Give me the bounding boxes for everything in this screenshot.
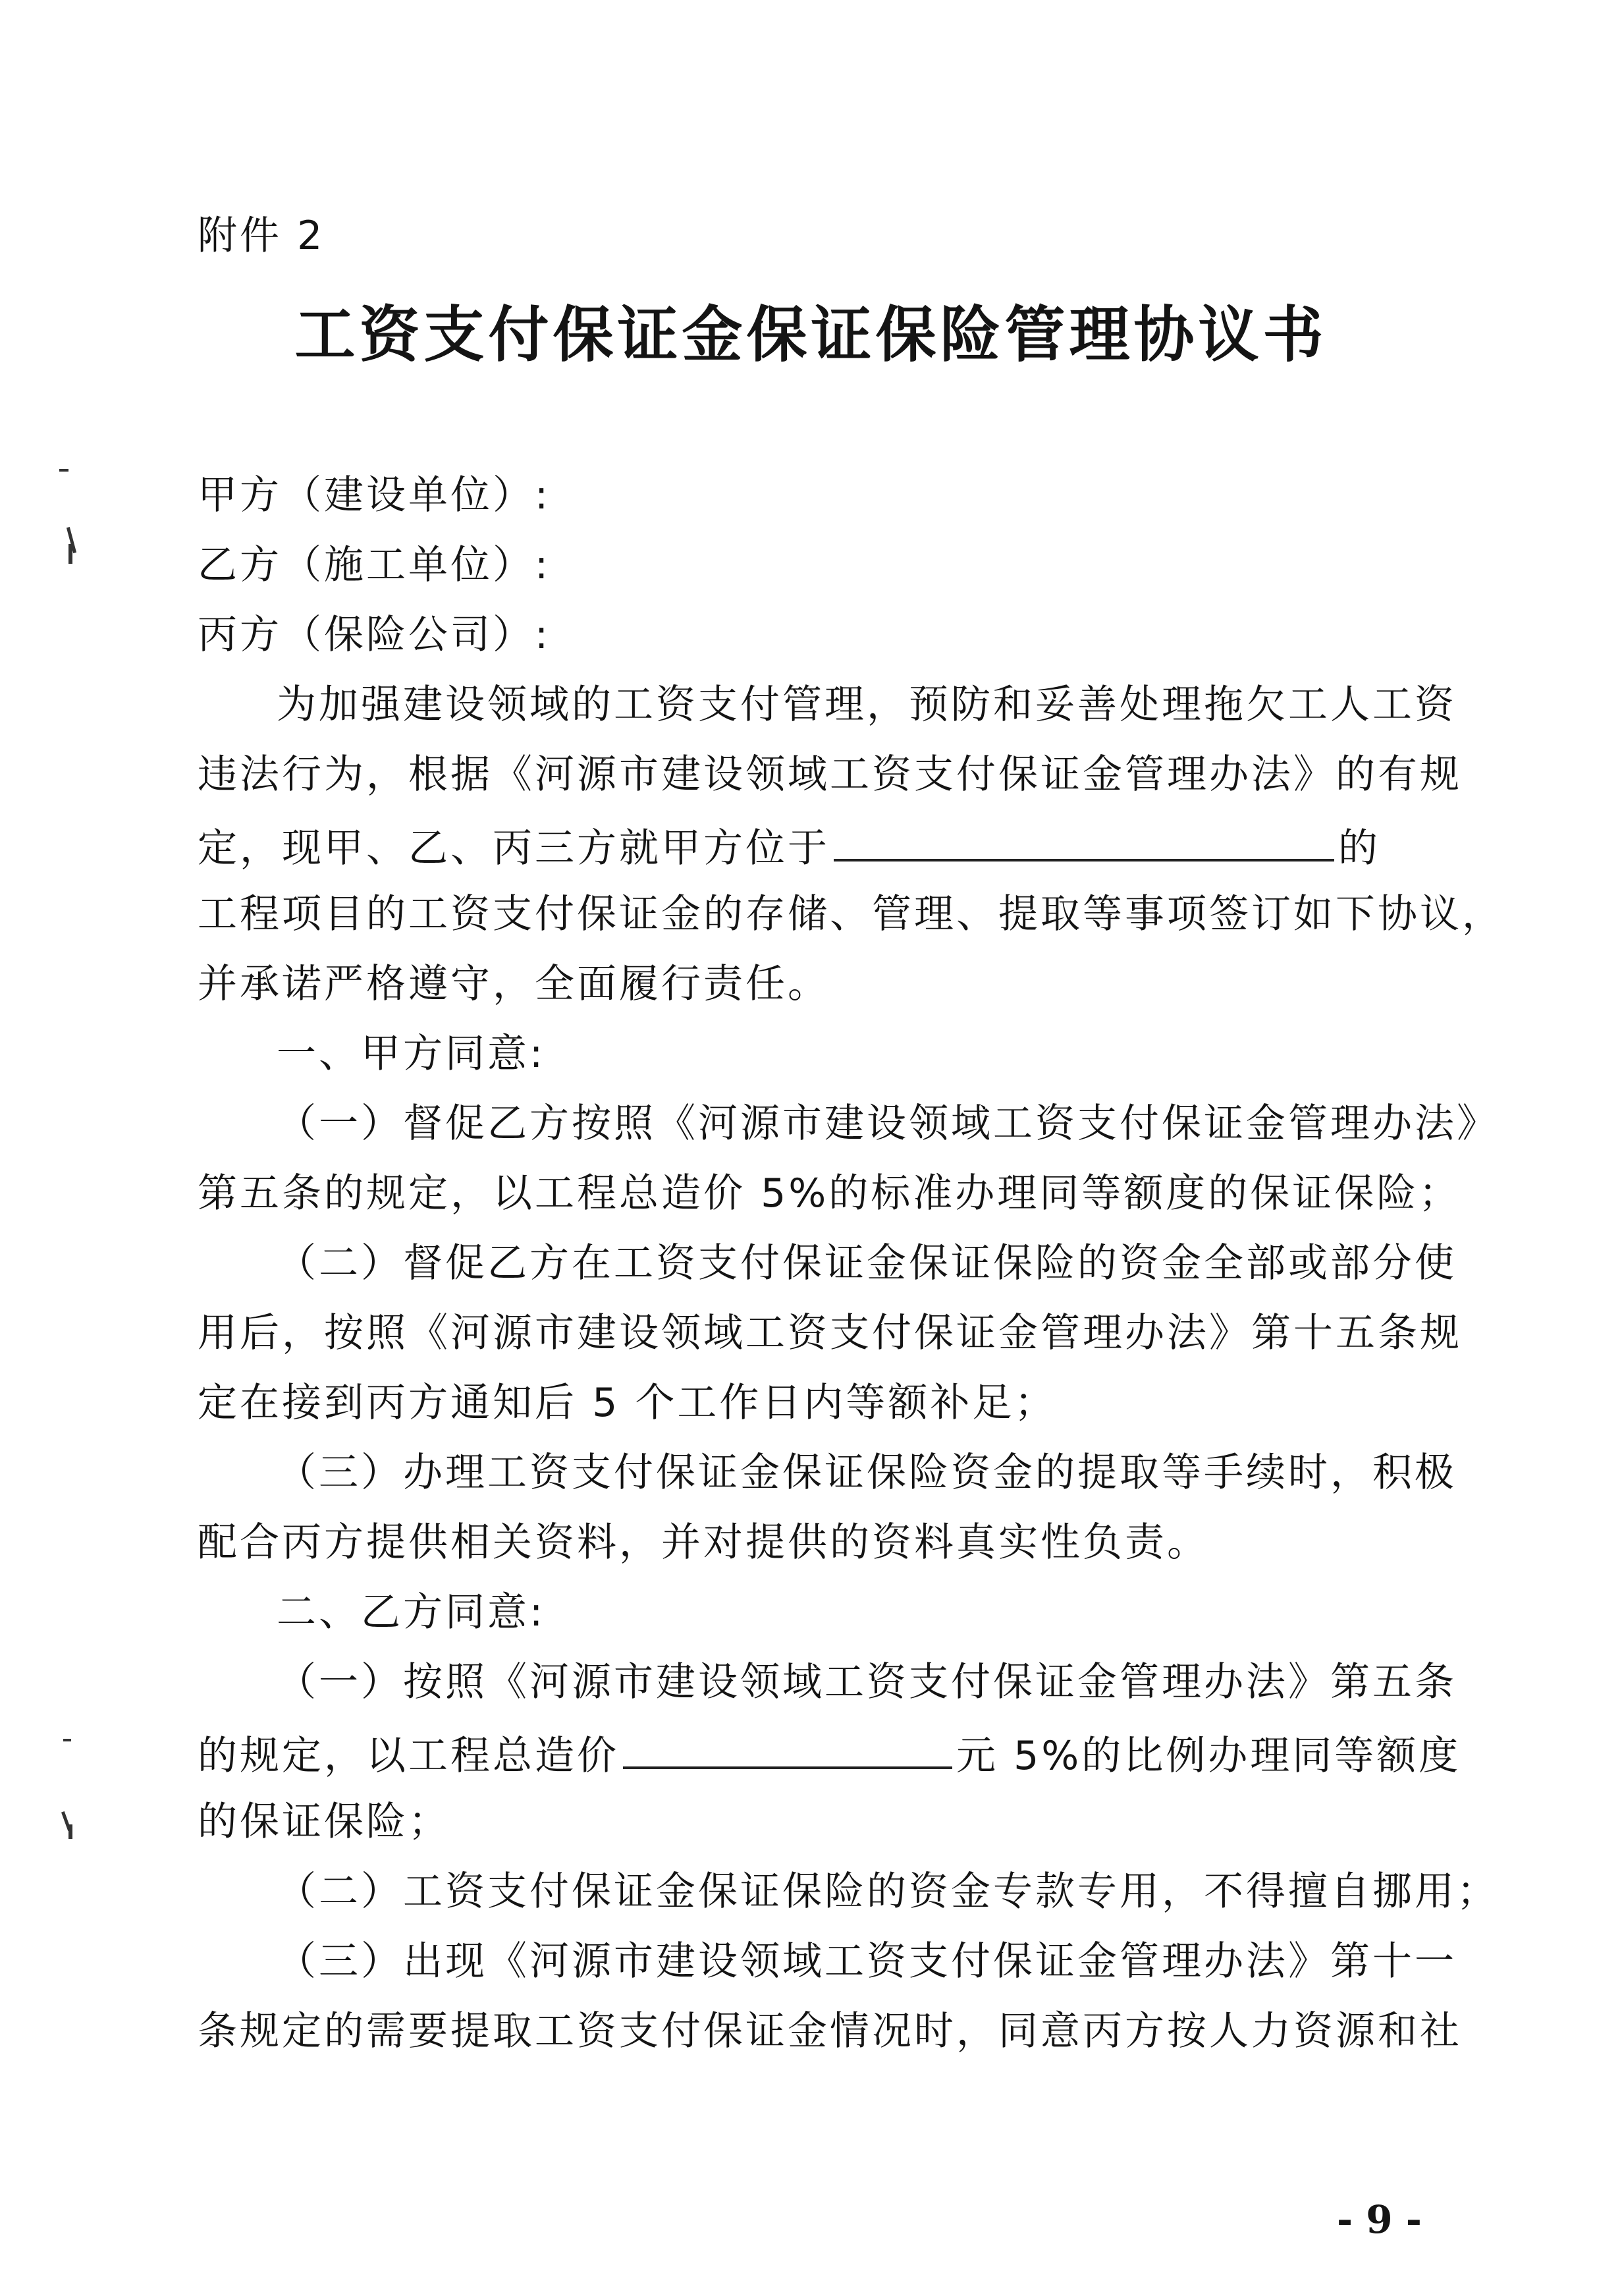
party-b-label: 乙方（施工单位）:: [198, 542, 551, 588]
section-a-item-line: （一）督促乙方按照《河源市建设领域工资支付保证金管理办法》: [277, 1101, 1499, 1147]
scan-mark: [63, 1739, 71, 1741]
party-a-label: 甲方（建设单位）:: [198, 472, 551, 518]
section-b-item-line: 的保证保险；: [198, 1799, 450, 1845]
party-c-label: 丙方（保险公司）:: [198, 612, 551, 658]
intro-text-after-blank: 的: [1338, 825, 1380, 871]
scan-mark: [59, 469, 68, 472]
section-a-item-line: 定在接到丙方通知后 5 个工作日内等额补足；: [198, 1380, 1057, 1426]
scan-mark: [68, 544, 72, 564]
intro-paragraph-line: 违法行为，根据《河源市建设领域工资支付保证金管理办法》的有规: [198, 752, 1462, 798]
section-a-item-line: （二）督促乙方在工资支付保证金保证保险的资金全部或部分使: [277, 1240, 1457, 1286]
section-b-item-line: 条规定的需要提取工资支付保证金情况时，同意丙方按人力资源和社: [198, 2008, 1462, 2054]
section-b-item-line: （三）出现《河源市建设领域工资支付保证金管理办法》第十一: [277, 1938, 1457, 1984]
section-a-item-line: 用后，按照《河源市建设领域工资支付保证金管理办法》第十五条规: [198, 1310, 1462, 1356]
total-cost-blank[interactable]: [623, 1726, 952, 1769]
intro-paragraph-line: 并承诺严格遵守，全面履行责任。: [198, 961, 830, 1007]
page-number: - 9 -: [1337, 2197, 1422, 2242]
document-title: 工资支付保证金保证保险管理协议书: [294, 299, 1328, 370]
attachment-label: 附件 2: [198, 213, 325, 259]
section-b-item-line: （二）工资支付保证金保证保险的资金专款专用，不得擅自挪用；: [277, 1869, 1499, 1915]
section-b-heading: 二、乙方同意:: [277, 1589, 546, 1635]
scan-mark: [68, 1824, 72, 1839]
section-b-item-line: （一）按照《河源市建设领域工资支付保证金管理办法》第五条: [277, 1659, 1457, 1705]
section-b-text-after-blank: 元 5%的比例办理同等额度: [956, 1733, 1461, 1779]
section-a-heading: 一、甲方同意:: [277, 1031, 546, 1077]
section-b-item-line: [198, 1726, 1461, 1782]
intro-paragraph-line: 为加强建设领域的工资支付管理，预防和妥善处理拖欠工人工资: [277, 682, 1457, 728]
intro-paragraph-line: 工程项目的工资支付保证金的存储、管理、提取等事项签订如下协议，: [198, 891, 1504, 937]
section-b-text-before-blank: 的规定，以工程总造价: [198, 1733, 619, 1779]
section-a-item-line: 第五条的规定，以工程总造价 5%的标准办理同等额度的保证保险；: [198, 1170, 1461, 1216]
intro-text-before-blank: 定，现甲、乙、丙三方就甲方位于: [198, 825, 830, 871]
project-location-blank[interactable]: [834, 818, 1334, 861]
section-a-item-line: （三）办理工资支付保证金保证保险资金的提取等手续时，积极: [277, 1450, 1457, 1496]
section-a-item-line: 配合丙方提供相关资料，并对提供的资料真实性负责。: [198, 1519, 1209, 1566]
intro-paragraph-line: [198, 818, 1380, 875]
